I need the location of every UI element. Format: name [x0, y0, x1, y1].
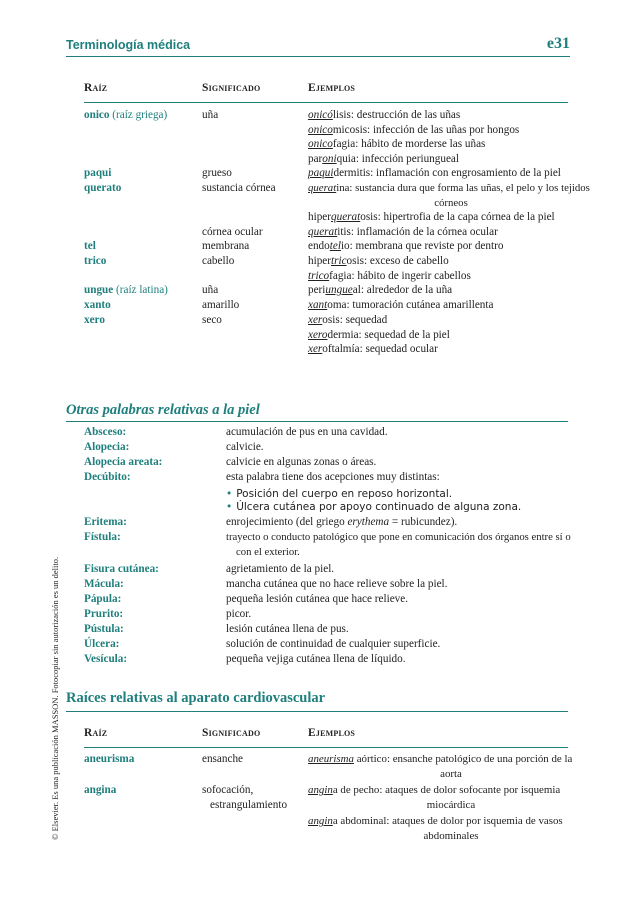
page-number: e31 [546, 35, 570, 52]
col-significado: Significado [202, 82, 261, 94]
cardio-table-header [84, 727, 568, 749]
col-significado: Significado [202, 727, 261, 739]
running-header-title: Terminología médica [66, 38, 191, 52]
section-title-otras-palabras: Otras palabras relativas a la piel [66, 402, 260, 418]
header-rule [66, 56, 570, 57]
section-title-cardiovascular: Raíces relativas al aparato cardiovascular [66, 690, 326, 706]
piel-table-header [84, 82, 568, 104]
section-rule-cardio [66, 711, 568, 712]
col-ejemplos: Ejemplos [308, 82, 356, 94]
table-rule-cardio [84, 747, 568, 748]
table-rule [84, 102, 568, 103]
section-rule [66, 421, 568, 422]
col-ejemplos: Ejemplos [308, 727, 356, 739]
copyright-side-note: © Elsevier. Es una publicación MASSON. Fotocopiar sin autorización es un delito. [50, 556, 60, 840]
col-raiz: Raíz [84, 727, 108, 739]
col-raiz: Raíz [84, 82, 108, 94]
